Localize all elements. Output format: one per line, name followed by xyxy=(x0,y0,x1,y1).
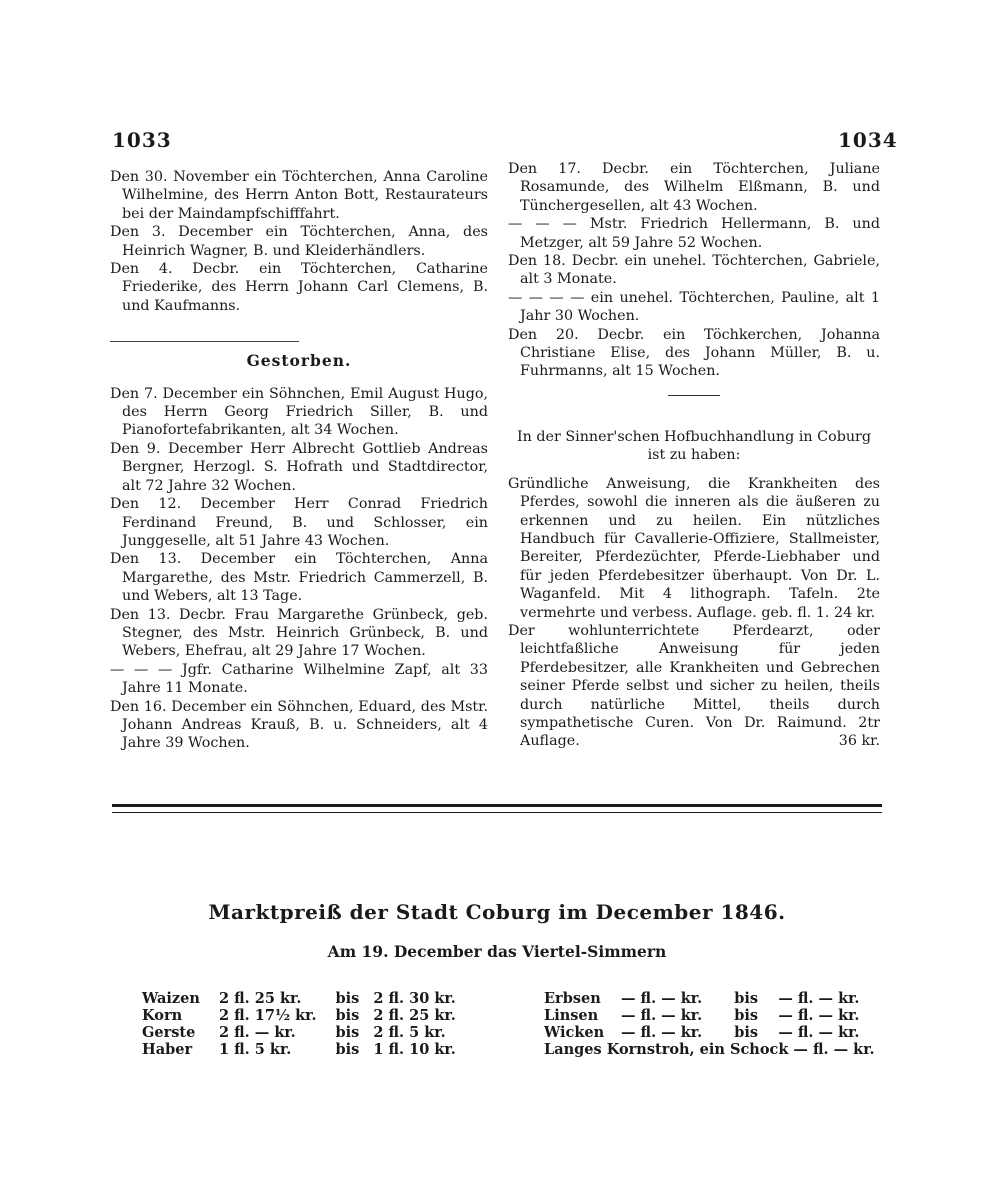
book-advert-text: Der wohlunterrichtete Pferdearzt, oder leichtfaßliche Anweisung für jeden Pferdebesitzer, alle Krankheiten und Gebrechen seiner Pferde selbst und sicher zu heilen, theils durch natürliche Mittel, theils durch sympathetische Curen. Von Dr. Raimund. 2tr Auflage. xyxy=(508,622,880,750)
death-entry: Den 7. December ein Söhnchen, Emil August Hugo, des Herrn Georg Friedrich Siller, B. und Pianofortefabrikanten, alt 34 Wochen. xyxy=(110,385,488,439)
price-from: — fl. — kr. xyxy=(621,1007,703,1024)
straw-price: Langes Kornstroh, ein Schock — fl. — kr. xyxy=(544,1041,875,1058)
book-advert-text: Gründliche Anweisung, die Krankheiten des Pferdes, sowohl die inneren als die äußeren zu erkennen und zu heilen. Ein nützliches Handbuch für Cavallerie-Offiziere, Stallmeister, Bereiter, Pferdezüchter, Pferde-Liebhaber und für jeden Pferdebesitzer überhaupt. Von Dr. L. Waganfeld. Mit 4 lithograph. Tafeln. 2te vermehrte und verbess. Auflage. geb. xyxy=(508,475,880,621)
page-number-left: 1033 xyxy=(112,128,172,152)
section-separator xyxy=(668,395,720,396)
price-row xyxy=(142,1041,461,1058)
grain-name: Korn xyxy=(142,1007,183,1024)
price-row xyxy=(544,990,880,1007)
price-row xyxy=(142,1007,461,1024)
section-rule xyxy=(110,341,299,342)
double-rule-divider xyxy=(112,804,882,813)
death-entry: Den 13. December ein Töchterchen, Anna Margarethe, des Mstr. Friedrich Cammerzell, B. und Webers, alt 13 Tage. xyxy=(110,551,488,605)
death-entry: — — — Mstr. Friedrich Hellermann, B. und Metzger, alt 59 Jahre 52 Wochen. xyxy=(508,216,880,251)
price-from: — fl. — kr. xyxy=(621,1024,703,1041)
bookshop-notice: In der Sinner'schen Hofbuchhandlung in Coburg ist zu haben: xyxy=(516,428,872,464)
price-bis: bis xyxy=(335,990,360,1007)
book-advert xyxy=(508,475,880,622)
price-to: — fl. — kr. xyxy=(778,1007,860,1024)
death-entry: — — — Jgfr. Catharine Wilhelmine Zapf, alt 33 Jahre 11 Monate. xyxy=(110,661,488,697)
death-entry: Den 13. Decbr. Frau Margarethe Grünbeck, geb. Stegner, des Mstr. Heinrich Grünbeck, B. und Webers, Ehefrau, alt 29 Jahre 17 Wochen. xyxy=(110,606,488,660)
death-entry: Den 12. December Herr Conrad Friedrich Ferdinand Freund, B. und Schlosser, ein Junggeselle, alt 51 Jahre 43 Wochen. xyxy=(110,496,488,549)
price-to: — fl. — kr. xyxy=(778,990,860,1007)
price-from: 2 fl. 17½ kr. xyxy=(219,1007,317,1024)
birth-entry: Den 3. December ein Töchterchen, Anna, des Heinrich Wagner, B. und Kleiderhändlers. xyxy=(110,224,488,259)
death-entry: — — — — ein unehel. Töchterchen, Pauline, alt 1 Jahr 30 Wochen. xyxy=(508,289,880,325)
price-to: 2 fl. 5 kr. xyxy=(373,1024,446,1041)
market-subtitle: Am 19. December das Viertel-Simmern xyxy=(327,942,667,961)
death-entry: Den 20. Decbr. ein Töchkerchen, Johanna Christiane Elise, des Johann Müller, B. u. Fuhrmanns, alt 15 Wochen. xyxy=(508,326,880,380)
price-to: 2 fl. 25 kr. xyxy=(373,1007,456,1024)
grain-price-table xyxy=(142,990,461,1058)
price-bis: bis xyxy=(734,1024,758,1041)
price-from: 2 fl. — kr. xyxy=(219,1024,296,1041)
price-bis: bis xyxy=(734,990,758,1007)
price-from: 2 fl. 25 kr. xyxy=(219,990,302,1007)
price-bis: bis xyxy=(734,1007,758,1024)
death-entry: Den 16. December ein Söhnchen, Eduard, des Mstr. Johann Andreas Krauß, B. u. Schneiders, alt 4 Jahre 39 Wochen. xyxy=(110,698,488,752)
birth-entry: Den 4. Decbr. ein Töchterchen, Catharine Friederike, des Herrn Johann Carl Clemens, B. und Kaufmanns. xyxy=(110,261,488,314)
price-from: 1 fl. 5 kr. xyxy=(219,1041,292,1058)
price-to: 1 fl. 10 kr. xyxy=(373,1041,456,1058)
book-advert-price: fl. 1. 24 kr. xyxy=(797,604,876,621)
grain-name: Waizen xyxy=(142,990,200,1007)
price-bis: bis xyxy=(335,1024,360,1041)
grain-name: Gerste xyxy=(142,1024,196,1041)
price-to: — fl. — kr. xyxy=(778,1024,860,1041)
book-advert-price: 36 kr. xyxy=(838,733,880,750)
death-entry: Den 18. Decbr. ein unehel. Töchterchen, Gabriele, alt 3 Monate. xyxy=(508,253,880,288)
market-title: Marktpreiß der Stadt Coburg im December 1846. xyxy=(208,900,786,924)
price-row xyxy=(142,990,461,1007)
price-to: 2 fl. 30 kr. xyxy=(373,990,456,1007)
price-row xyxy=(142,1024,461,1041)
death-entry: Den 9. December Herr Albrecht Gottlieb Andreas Bergner, Herzogl. S. Hofrath und Stadtdirector, alt 72 Jahre 32 Wochen. xyxy=(110,440,488,494)
page-number-right: 1034 xyxy=(838,128,898,152)
price-from: — fl. — kr. xyxy=(621,990,703,1007)
price-row xyxy=(544,1041,880,1058)
goods-name: Linsen xyxy=(544,1007,599,1024)
right-column xyxy=(508,160,880,751)
price-row xyxy=(544,1024,880,1041)
price-row xyxy=(544,1007,880,1024)
legume-price-table xyxy=(544,990,880,1058)
goods-name: Erbsen xyxy=(544,990,601,1007)
birth-entry: Den 30. November ein Töchterchen, Anna Caroline Wilhelmine, des Herrn Anton Bott, Restaurateurs bei der Maindampfschifffahrt. xyxy=(110,169,488,222)
section-heading-deaths: Gestorben. xyxy=(246,351,352,371)
book-advert xyxy=(508,622,880,751)
goods-name: Wicken xyxy=(544,1024,605,1041)
death-entry: Den 17. Decbr. ein Töchterchen, Juliane Rosamunde, des Wilhelm Elßmann, B. und Tünchergesellen, alt 43 Wochen. xyxy=(508,161,880,214)
price-bis: bis xyxy=(335,1041,360,1058)
price-bis: bis xyxy=(335,1007,360,1024)
grain-name: Haber xyxy=(142,1041,193,1058)
left-column xyxy=(110,168,488,753)
